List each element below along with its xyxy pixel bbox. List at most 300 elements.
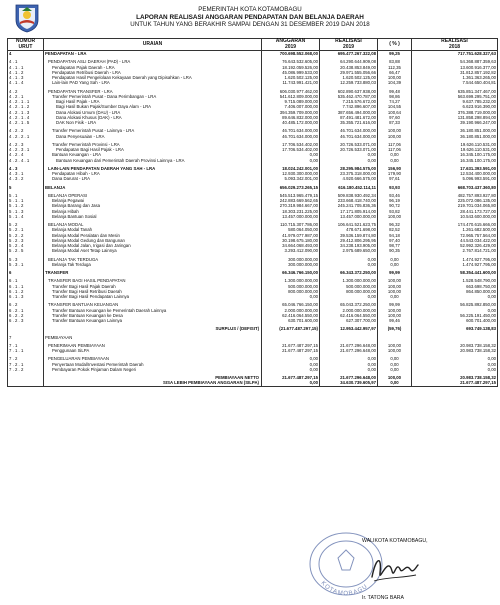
row-percent: 0,00 [378, 262, 412, 267]
row-realisasi-prev: 693.749.138,83 [412, 326, 498, 331]
row-label: Transfer Pemerintah Provinsi - LRA [44, 142, 262, 147]
row-number: 5 . 2 . 1 [8, 227, 44, 232]
row-label: DAK Non Fisik - LRA [44, 120, 262, 125]
row-anggaran: 65.046.766.150,00 [262, 302, 320, 307]
row-label: Transfer Pemerintah Pusat - Lainnya - LRA [44, 128, 262, 133]
row-label: TRANSFER [44, 270, 262, 275]
row-number: 6 . 2 . 3 [8, 318, 44, 323]
row-realisasi-prev: 6.623.916.390,00 [412, 104, 498, 109]
row-realisasi-prev: 0,00 [412, 356, 498, 361]
row-realisasi-prev: 10.543.600.000,00 [412, 214, 498, 219]
row-number: 5 . 1 . 2 [8, 203, 44, 208]
row-percent: 0,00 [378, 362, 412, 367]
row-percent: 0,00 [378, 294, 412, 299]
row-number: 4 [8, 51, 44, 57]
row-percent: 98,77 [378, 243, 412, 248]
row-realisasi-prev: 7.544.650.404,81 [412, 80, 498, 85]
row-label: Dana Penyesuaian - LRA [44, 134, 262, 139]
row-realisasi-prev: 1.528.548.790,00 [412, 278, 498, 283]
row-percent: 93,46 [378, 193, 412, 198]
row-percent: 100,00 [378, 134, 412, 139]
row-realisasi-prev: 28.441.173.727,00 [412, 209, 498, 214]
row-realisasi: 233.668.418.740,00 [320, 198, 378, 203]
row-label: Belanja Hibah [44, 209, 262, 214]
row-label: Pendapatan Hasil Pengelolaan Kekayaan Daerah yang Dipisahkan - LRA [44, 75, 262, 80]
row-label: Bantuan Keuangan - LRA [44, 152, 262, 157]
row-label: Pendapatan Bagi Hasil Pajak - LRA [44, 147, 262, 152]
row-number: 5 . 1 [8, 193, 44, 198]
row-percent: 87,33 [378, 120, 412, 125]
row-percent: 0,00 [378, 356, 412, 361]
row-realisasi-prev: 5.096.993.591,00 [412, 176, 498, 181]
row-realisasi: 46.701.634.000,00 [320, 128, 378, 133]
row-number: 5 . 1 . 3 [8, 209, 44, 214]
row-anggaran: 21.677.487.297,15 [262, 348, 320, 353]
row-label: TRANSFER BAGI HASIL PENDAPATAN [44, 278, 262, 283]
row-realisasi: 21.677.296.648,00 [320, 375, 378, 380]
row-number: 4 . 1 . 1 [8, 65, 44, 70]
row-realisasi-prev: 174.470.615.666,00 [412, 222, 498, 227]
row-percent: 96,19 [378, 198, 412, 203]
row-number: 4 . 2 . 1 . 5 [8, 120, 44, 125]
row-number: 7 . 1 . 1 [8, 348, 44, 353]
row-percent: 93,82 [378, 209, 412, 214]
row-realisasi: 12.953.442.957,97 [320, 326, 378, 331]
row-number: 6 . 1 [8, 278, 44, 283]
row-percent: 0,00 [378, 152, 412, 157]
col-header-realisasi: REALISASI 2019 [320, 39, 378, 51]
row-realisasi: 46.701.634.000,00 [320, 134, 378, 139]
row-realisasi: 66.343.372.250,00 [320, 270, 378, 275]
svg-text:KOTAMOBAGU: KOTAMOBAGU [319, 580, 370, 598]
row-percent: 100,00 [378, 284, 412, 289]
row-number: 4 . 1 . 2 [8, 70, 44, 75]
row-realisasi-prev: 19.626.110.531,00 [412, 147, 498, 152]
row-realisasi: 0,00 [320, 294, 378, 299]
row-realisasi: 1.620.502.125,00 [320, 75, 378, 80]
row-realisasi-prev: 482.757.893.927,80 [412, 193, 498, 198]
row-number: 7 . 1 [8, 343, 44, 348]
row-percent: 96,32 [378, 222, 412, 227]
row-percent: (59,76) [378, 326, 412, 331]
row-realisasi-prev: 717.751.628.327,63 [412, 51, 498, 57]
row-number: 4 . 1 [8, 59, 44, 64]
row-realisasi: 20.726.533.071,00 [320, 142, 378, 147]
row-realisasi: 602.890.637.938,00 [320, 89, 378, 94]
row-realisasi-prev: 31.812.857.192,82 [412, 70, 498, 75]
row-percent: 100,00 [378, 214, 412, 219]
row-realisasi: 35.355.721.616,00 [320, 120, 378, 125]
row-percent: 112,35 [378, 65, 412, 70]
row-realisasi: 39.536.159.874,80 [320, 233, 378, 238]
row-anggaran: 46.701.634.000,00 [262, 134, 320, 139]
row-anggaran: 500.000.000,00 [262, 284, 320, 289]
row-realisasi: 7.742.896.607,00 [320, 104, 378, 109]
row-anggaran: 7.406.007.000,00 [262, 104, 320, 109]
row-realisasi-prev: 376.388.719.000,00 [412, 110, 498, 115]
row-realisasi-prev: 17.631.393.591,00 [412, 166, 498, 171]
row-realisasi: 1.300.000.000,00 [320, 278, 378, 283]
row-label: Pembayaran Pokok Pinjaman Dalam Negeri [44, 367, 262, 372]
row-realisasi-prev: 44.543.034.422,00 [412, 238, 498, 243]
row-label: PENDAPATAN TRANSFER - LRA [44, 89, 262, 94]
row-number: 5 . 2 [8, 222, 44, 227]
row-number: 6 . 2 . 1 [8, 308, 44, 313]
row-realisasi-prev: 16.345.100.175,00 [412, 158, 498, 163]
row-anggaran: 62.416.064.550,00 [262, 313, 320, 318]
row-number: 6 . 1 . 1 [8, 284, 44, 289]
row-number: 4 . 2 [8, 89, 44, 94]
row-realisasi-prev: 0,00 [412, 294, 498, 299]
row-label: Dana Alokasi Umum (DAU) - LRA [44, 110, 262, 115]
row-percent: 99,99 [378, 302, 412, 307]
row-realisasi-prev: 1.474.927.795,00 [412, 262, 498, 267]
row-percent: 99,48 [378, 89, 412, 94]
row-anggaran: 700.698.552.068,00 [262, 51, 320, 57]
row-anggaran: 800.000.000,00 [262, 289, 320, 294]
row-percent: 97,40 [378, 238, 412, 243]
row-realisasi-prev: 131.858.298.894,00 [412, 115, 498, 120]
row-anggaran: 606.030.977.462,00 [262, 89, 320, 94]
row-realisasi: 0,00 [320, 158, 378, 163]
row-percent: 100,00 [378, 313, 412, 318]
row-anggaran: 46.701.634.000,00 [262, 128, 320, 133]
row-percent: 100,00 [378, 375, 412, 380]
row-percent: 117,06 [378, 147, 412, 152]
row-number: 5 [8, 185, 44, 190]
row-label: Transfer Bantuan Keuangan ke Pemerintah Daerah Lainnya [44, 308, 262, 313]
row-realisasi: 34.238.193.905,00 [320, 243, 378, 248]
row-realisasi-prev: 0,00 [412, 308, 498, 313]
row-anggaran: 0,00 [262, 380, 320, 386]
row-realisasi-prev: 9.637.785.232,00 [412, 99, 498, 104]
row-realisasi: 0,00 [320, 152, 378, 157]
row-realisasi-prev: 36.180.851.000,00 [412, 134, 498, 139]
row-realisasi-prev: 563.699.295.751,00 [412, 94, 498, 99]
row-percent: 104,39 [378, 80, 412, 85]
row-realisasi-prev: 635.851.347.467,00 [412, 89, 498, 94]
row-realisasi: 2.000.000.000,00 [320, 308, 378, 313]
row-number: 5 . 2 . 4 [8, 243, 44, 248]
row-anggaran: 21.677.487.297,15 [262, 375, 320, 380]
row-realisasi: 2.975.689.650,00 [320, 248, 378, 253]
row-percent: 93,93 [378, 185, 412, 190]
row-anggaran: 18.303.231.225,00 [262, 209, 320, 214]
row-realisasi: 23.375.318.000,00 [320, 171, 378, 176]
row-number: 4 . 2 . 2 . 1 [8, 134, 44, 139]
row-label: TRANSFER BANTUAN KEUANGAN [44, 302, 262, 307]
coat-of-arms-logo [14, 3, 40, 33]
row-label: Dana Alokasi Khusus (DAK) - LRA [44, 115, 262, 120]
row-label: Belanja Modal Aset Tetap Lainnya [44, 248, 262, 253]
row-number: 4 . 2 . 1 . 3 [8, 110, 44, 115]
row-realisasi: 87.491.481.672,00 [320, 115, 378, 120]
row-label: LAIN-LAIN PENDAPATAN DAERAH YANG SAH - LRA [44, 166, 262, 171]
row-realisasi: 4.920.666.575,00 [320, 176, 378, 181]
row-number: 5 . 2 . 2 [8, 233, 44, 238]
row-anggaran: 45.086.999.533,00 [262, 70, 320, 75]
row-realisasi: 245.241.705.836,36 [320, 203, 378, 208]
row-realisasi: 509.838.930.492,34 [320, 193, 378, 198]
row-label: PENERIMAAN PEMBIAYAAN [44, 343, 262, 348]
row-number: 4 . 1 . 3 [8, 75, 44, 80]
row-number: 4 . 2 . 4 . 1 [8, 158, 44, 163]
report-header [0, 6, 500, 29]
row-number: 7 [8, 335, 44, 340]
row-realisasi: 800.000.000,00 [320, 289, 378, 294]
row-realisasi: 28.295.984.575,00 [320, 166, 378, 171]
row-percent: 104,55 [378, 104, 412, 109]
row-label: Belanja Tak Terduga [44, 262, 262, 267]
row-label: PEMBIAYAAN NETTO [44, 375, 262, 380]
row-percent: 100,00 [378, 308, 412, 313]
row-label: Transfer Bagi Hasil Pendapatan Lainnya [44, 294, 262, 299]
signatory-name: Ir. TATONG BARA [362, 595, 404, 601]
row-label: PEMBIAYAAN [44, 335, 262, 340]
row-realisasi: 13.457.000.000,00 [320, 214, 378, 219]
row-label: Bagi Hasil Pajak - LRA [44, 99, 262, 104]
row-realisasi: 0,00 [320, 257, 378, 262]
row-anggaran: 41.979.077.987,00 [262, 233, 320, 238]
row-realisasi: 20.726.533.071,00 [320, 147, 378, 152]
row-anggaran: 17.706.534.402,00 [262, 142, 320, 147]
row-percent: 100,00 [378, 343, 412, 348]
row-realisasi-prev: 21.677.487.297,15 [412, 380, 498, 386]
row-realisasi: 20.438.853.849,00 [320, 65, 378, 70]
row-percent: 90,35 [378, 248, 412, 253]
row-anggaran: 270.319.984.667,00 [262, 203, 320, 208]
row-realisasi: 0,00 [320, 367, 378, 372]
row-realisasi-prev: 0,00 [412, 362, 498, 367]
row-anggaran: 656.029.273.265,15 [262, 185, 320, 190]
row-realisasi-prev: 1.474.927.795,00 [412, 257, 498, 262]
row-percent: 0,00 [378, 367, 412, 372]
row-label: Belanja Modal Tanah [44, 227, 262, 232]
row-number: 5 . 1 . 4 [8, 214, 44, 219]
row-realisasi-prev: 2.767.814.721,00 [412, 248, 498, 253]
row-label: Pendapatan Hibah - LRA [44, 171, 262, 176]
row-label: Transfer Pemerintah Pusat - Dana Perimbangan - LRA [44, 94, 262, 99]
row-realisasi-prev: 600.701.400,00 [412, 318, 498, 323]
row-percent: 98,86 [378, 94, 412, 99]
row-realisasi-prev: 36.180.851.000,00 [412, 128, 498, 133]
row-label: Belanja Modal Gedung dan Bangunan [44, 238, 262, 243]
row-percent: 99,25 [378, 51, 412, 57]
row-realisasi-prev: 58.354.441.600,00 [412, 270, 498, 275]
row-realisasi-prev: 52.992.326.429,00 [412, 243, 498, 248]
row-number: 6 . 2 [8, 302, 44, 307]
row-label: Belanja Bantuan Sosial [44, 214, 262, 219]
row-number: 6 . 1 . 3 [8, 294, 44, 299]
row-realisasi: 0,00 [320, 362, 378, 367]
row-realisasi: 0,00 [320, 356, 378, 361]
row-label: Belanja Modal Peralatan dan Mesin [44, 233, 262, 238]
row-percent: 90,72 [378, 203, 412, 208]
row-label: PENGELUARAN PEMBIAYAAN [44, 356, 262, 361]
row-number: 4 . 3 . 1 [8, 171, 44, 176]
row-number: 5 . 3 . 1 [8, 262, 44, 267]
row-label: Transfer Bantuan Keuangan Lainnya [44, 318, 262, 323]
row-anggaran: 300.000.000,00 [262, 257, 320, 262]
row-realisasi-prev: 20.983.738.158,32 [412, 348, 498, 353]
row-number: 4 . 2 . 2 [8, 128, 44, 133]
row-number [8, 380, 44, 386]
row-anggaran: 18.024.242.001,00 [262, 166, 320, 171]
row-number: 4 . 2 . 1 . 1 [8, 99, 44, 104]
row-anggaran: 0,00 [262, 362, 320, 367]
row-number: 4 . 2 . 3 [8, 142, 44, 147]
row-number: 4 . 2 . 1 . 2 [8, 104, 44, 109]
row-anggaran: 0,00 [262, 294, 320, 299]
row-label: BELANJA TAK TERDUGA [44, 257, 262, 262]
row-anggaran: 17.706.534.402,00 [262, 147, 320, 152]
row-realisasi-prev: 1.261.682.500,00 [412, 227, 498, 232]
table-row [8, 380, 498, 386]
row-label: BELANJA [44, 185, 262, 190]
row-anggaran: 0,00 [262, 152, 320, 157]
row-realisasi-prev: 20.983.738.158,32 [412, 343, 498, 348]
row-number: 6 [8, 270, 44, 275]
row-percent: 100,00 [378, 278, 412, 283]
row-realisasi: 17.171.805.914,00 [320, 209, 378, 214]
row-percent: 100,64 [378, 110, 412, 115]
row-realisasi-prev: 219.701.034.065,80 [412, 203, 498, 208]
row-label: Pendapatan Retribusi Daerah - LRA [44, 70, 262, 75]
row-anggaran: 3.293.412.090,00 [262, 248, 320, 253]
row-label: Transfer Bagi Hasil Retribusi Daerah [44, 289, 262, 294]
row-label: Transfer Bagi Hasil Pajak Daerah [44, 284, 262, 289]
row-anggaran: 18.192.059.526,00 [262, 65, 320, 70]
row-anggaran: 76.643.532.605,00 [262, 59, 320, 64]
row-number: 7 . 2 . 2 [8, 367, 44, 372]
row-anggaran: 34.664.068.493,00 [262, 243, 320, 248]
row-anggaran: 1.620.502.125,00 [262, 75, 320, 80]
row-realisasi-prev: 20.983.738.158,32 [412, 375, 498, 380]
row-percent: 117,06 [378, 142, 412, 147]
row-anggaran: (21.677.487.297,15) [262, 326, 320, 331]
row-label: SURPLUS / (DEFISIT) [44, 326, 262, 331]
row-realisasi: 535.462.470.787,00 [320, 94, 378, 99]
row-realisasi: 34.630.739.605,97 [320, 380, 378, 386]
row-percent: 156,90 [378, 166, 412, 171]
row-number: 5 . 2 . 3 [8, 238, 44, 243]
row-label: Belanja Barang dan Jasa [44, 203, 262, 208]
row-number: 5 . 1 . 1 [8, 198, 44, 203]
row-anggaran: 0,00 [262, 367, 320, 372]
signatory-title: WALIKOTA KOTAMOBAGU, [362, 538, 428, 544]
row-anggaran: 2.000.000.000,00 [262, 308, 320, 313]
row-percent: 97,61 [378, 176, 412, 181]
row-anggaran: 242.883.669.562,65 [262, 198, 320, 203]
row-number: 5 . 2 . 5 [8, 248, 44, 253]
row-label: BELANJA OPERASI [44, 193, 262, 198]
row-label: Belanja Pegawai [44, 198, 262, 203]
col-header-anggaran: ANGGARAN 2019 [262, 39, 320, 51]
row-realisasi-prev: 864.850.000,00 [412, 289, 498, 294]
row-percent: 94,18 [378, 233, 412, 238]
row-realisasi: 21.677.296.648,00 [320, 348, 378, 353]
row-percent: 0,00 [378, 380, 412, 386]
row-number: 7 . 2 [8, 356, 44, 361]
row-realisasi-prev: 0,00 [412, 367, 498, 372]
row-realisasi: 29.971.555.056,66 [320, 70, 378, 75]
row-percent: 100,00 [378, 128, 412, 133]
row-anggaran: 66.346.766.150,00 [262, 270, 320, 275]
table-body [8, 51, 498, 387]
row-realisasi-prev: 13.600.916.377,00 [412, 65, 498, 70]
row-label: Bagi Hasil Bukan Pajak/Sumber Daya Alam - LRA [44, 104, 262, 109]
row-number: 6 . 2 . 2 [8, 313, 44, 318]
row-percent: 83,88 [378, 59, 412, 64]
row-realisasi: 0,00 [320, 262, 378, 267]
row-realisasi: 627.307.700,00 [320, 318, 378, 323]
row-number: 7 . 2 . 1 [8, 362, 44, 367]
row-anggaran: 9.715.089.000,00 [262, 99, 320, 104]
row-realisasi-prev: 1.361.363.265,00 [412, 75, 498, 80]
row-anggaran: 11.743.991.421,00 [262, 80, 320, 85]
row-percent: 100,00 [378, 75, 412, 80]
row-realisasi-prev: 225.072.086.135,00 [412, 198, 498, 203]
row-anggaran: 0,00 [262, 356, 320, 361]
row-anggaran: 89.646.832.000,00 [262, 115, 320, 120]
row-label: PENDAPATAN - LRA [44, 51, 262, 57]
row-percent: 99,46 [378, 318, 412, 323]
row-number: 4 . 2 . 3 . 1 [8, 147, 44, 152]
row-anggaran: 1.300.000.000,00 [262, 278, 320, 283]
row-number: 4 . 1 . 4 [8, 80, 44, 85]
row-percent: 0,00 [378, 257, 412, 262]
row-percent: 100,00 [378, 289, 412, 294]
row-realisasi: 64.290.644.909,08 [320, 59, 378, 64]
row-realisasi-prev: 663.698.750,00 [412, 284, 498, 289]
row-realisasi-prev: 56.825.892.850,00 [412, 302, 498, 307]
row-realisasi-prev: 54.368.887.359,63 [412, 59, 498, 64]
row-anggaran: 541.612.809.000,00 [262, 94, 320, 99]
row-anggaran: 110.715.307.786,00 [262, 222, 320, 227]
row-anggaran: 13.457.000.000,00 [262, 214, 320, 219]
row-realisasi: 695.477.267.322,08 [320, 51, 378, 57]
row-anggaran: 30.198.675.180,00 [262, 238, 320, 243]
row-anggaran: 300.000.000,00 [262, 262, 320, 267]
row-percent: 82,52 [378, 227, 412, 232]
row-label: Pendapatan Pajak Daerah - LRA [44, 65, 262, 70]
row-realisasi-prev: 16.345.100.175,00 [412, 152, 498, 157]
col-header-persen: ( % ) [378, 39, 412, 51]
row-realisasi-prev: 72.965.757.564,00 [412, 233, 498, 238]
row-label: Belanja Modal Jalan, Irigasi dan Jaringan [44, 243, 262, 248]
row-anggaran: 5.093.342.001,00 [262, 176, 320, 181]
header-government: PEMERINTAH KOTA KOTAMOBAGU [198, 6, 302, 13]
row-label: Lain-lain PAD Yang Sah - LRA [44, 80, 262, 85]
row-label: Dana Darurat - LRA [44, 176, 262, 181]
row-anggaran: 21.677.487.297,15 [262, 343, 320, 348]
col-header-no: NOMOR URUT [8, 39, 44, 51]
row-percent: 0,00 [378, 158, 412, 163]
row-number: 5 . 3 [8, 257, 44, 262]
row-anggaran: 394.359.709.000,00 [262, 110, 320, 115]
row-realisasi: 616.180.452.114,11 [320, 185, 378, 190]
row-label: PENDAPATAN ASLI DAERAH (PAD) - LRA [44, 59, 262, 64]
row-anggaran: 580.064.050,00 [262, 227, 320, 232]
row-label: Bantuan Keuangan dari Pemerintah Daerah Provinsi Lainnya - LRA [44, 158, 262, 163]
row-realisasi: 387.656.494.000,00 [320, 110, 378, 115]
row-label: Penyertaan Modal/Investasi Pemerintah Daerah [44, 362, 262, 367]
row-label: BELANJA MODAL [44, 222, 262, 227]
row-number: 4 . 2 . 1 [8, 94, 44, 99]
row-percent: 100,00 [378, 348, 412, 353]
row-realisasi-prev: 56.225.191.450,00 [412, 313, 498, 318]
row-realisasi: 500.000.000,00 [320, 284, 378, 289]
